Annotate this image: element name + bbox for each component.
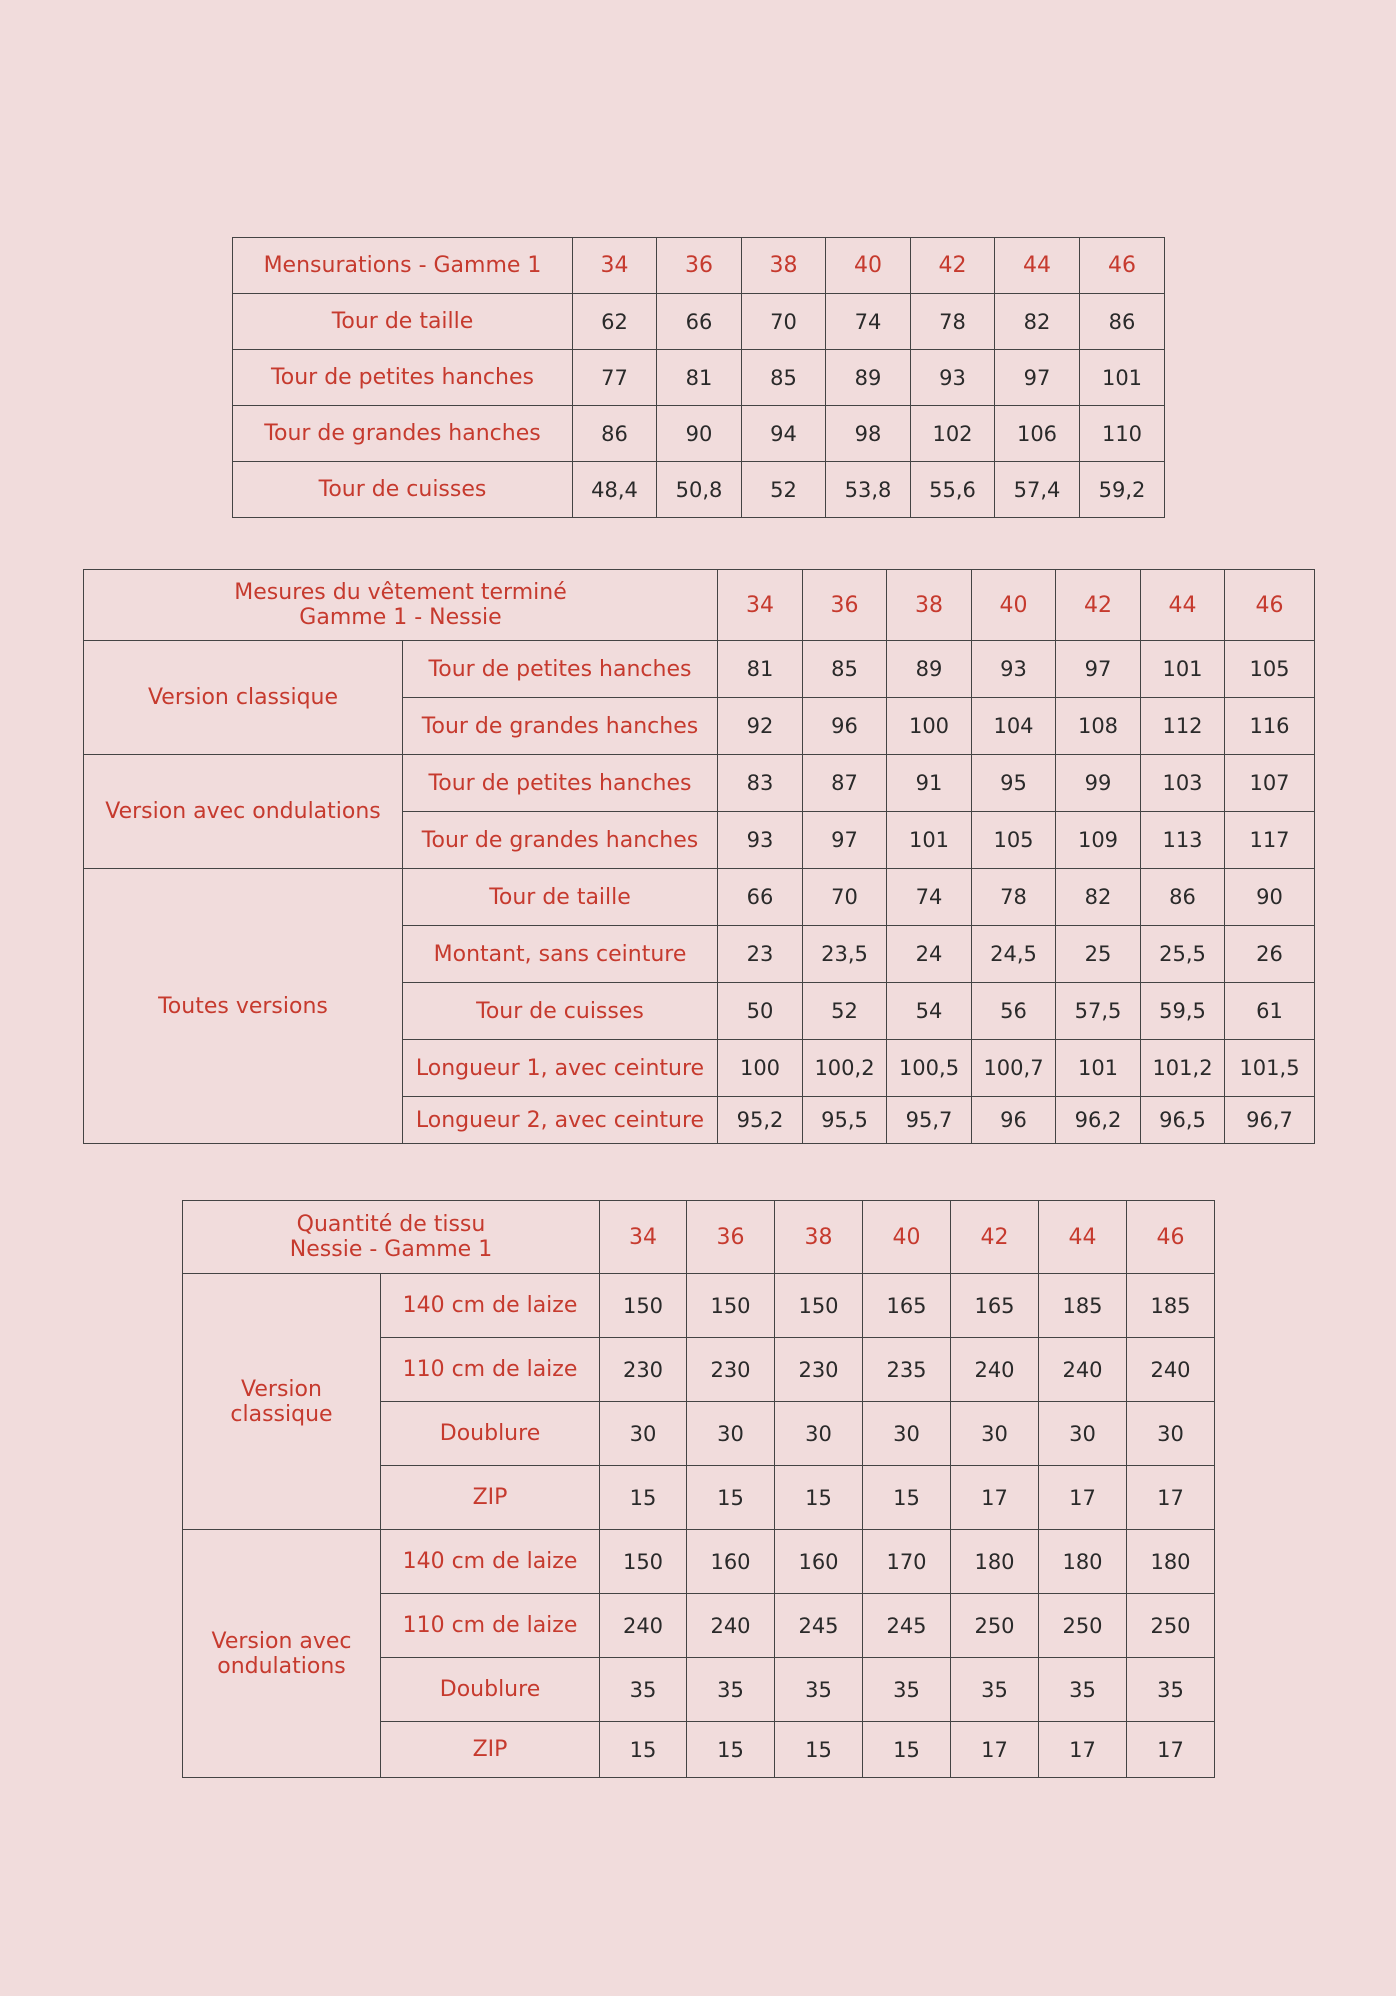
cell-value: 35 [1127,1658,1215,1722]
cell-value: 15 [775,1722,863,1778]
cell-value: 78 [911,294,995,350]
size-header: 36 [687,1201,775,1274]
cell-value: 85 [803,641,887,698]
row-label: Tour de cuisses [403,983,718,1040]
table-title [183,1201,600,1274]
cell-value: 90 [657,406,742,462]
size-header: 34 [573,238,657,294]
cell-value: 17 [951,1722,1039,1778]
cell-value: 100 [887,698,972,755]
cell-value: 52 [742,462,826,518]
cell-value: 54 [887,983,972,1040]
cell-value: 99 [1056,755,1141,812]
cell-value: 57,5 [1056,983,1141,1040]
cell-value: 100,7 [972,1040,1056,1097]
cell-value: 185 [1039,1274,1127,1338]
cell-value: 105 [972,812,1056,869]
cell-value: 85 [742,350,826,406]
group-label: Version classique [84,641,403,755]
cell-value: 74 [826,294,911,350]
size-header: 40 [826,238,911,294]
cell-value: 107 [1225,755,1315,812]
size-header: 40 [972,570,1056,641]
row-label: ZIP [381,1722,600,1778]
cell-value: 17 [1039,1722,1127,1778]
table-row [233,294,1165,350]
size-header: 38 [742,238,826,294]
cell-value: 92 [718,698,803,755]
cell-value: 112 [1141,698,1225,755]
size-header: 34 [600,1201,687,1274]
cell-value: 100 [718,1040,803,1097]
measurements-table [232,237,1165,518]
cell-value: 101 [1080,350,1165,406]
cell-value: 66 [718,869,803,926]
cell-value: 15 [863,1722,951,1778]
cell-value: 235 [863,1338,951,1402]
cell-value: 35 [863,1658,951,1722]
cell-value: 104 [972,698,1056,755]
cell-value: 150 [775,1274,863,1338]
cell-value: 17 [951,1466,1039,1530]
cell-value: 50 [718,983,803,1040]
size-header: 38 [775,1201,863,1274]
cell-value: 82 [995,294,1080,350]
cell-value: 62 [573,294,657,350]
cell-value: 59,5 [1141,983,1225,1040]
cell-value: 93 [972,641,1056,698]
cell-value: 48,4 [573,462,657,518]
group-label: Toutes versions [84,869,403,1144]
cell-value: 116 [1225,698,1315,755]
cell-value: 96,7 [1225,1097,1315,1144]
cell-value: 230 [600,1338,687,1402]
cell-value: 74 [887,869,972,926]
cell-value: 250 [1127,1594,1215,1658]
cell-value: 25 [1056,926,1141,983]
title-line-1: Quantité de tissu [296,1212,486,1237]
cell-value: 96 [803,698,887,755]
cell-value: 86 [1080,294,1165,350]
table-title: Mensurations - Gamme 1 [233,238,573,294]
table-row [183,1274,1215,1338]
table-header-row [233,238,1165,294]
cell-value: 103 [1141,755,1225,812]
row-label: Tour de petites hanches [403,755,718,812]
cell-value: 240 [1039,1338,1127,1402]
cell-value: 95,2 [718,1097,803,1144]
cell-value: 15 [775,1466,863,1530]
cell-value: 15 [687,1722,775,1778]
cell-value: 180 [951,1530,1039,1594]
cell-value: 160 [775,1530,863,1594]
cell-value: 30 [951,1402,1039,1466]
cell-value: 93 [911,350,995,406]
cell-value: 160 [687,1530,775,1594]
row-label: Tour de petites hanches [233,350,573,406]
cell-value: 165 [863,1274,951,1338]
cell-value: 101 [1141,641,1225,698]
cell-value: 101,2 [1141,1040,1225,1097]
size-header: 46 [1225,570,1315,641]
title-line-1: Mesures du vêtement terminé [234,580,567,605]
cell-value: 35 [951,1658,1039,1722]
cell-value: 230 [687,1338,775,1402]
cell-value: 93 [718,812,803,869]
cell-value: 66 [657,294,742,350]
row-label: Tour de taille [233,294,573,350]
cell-value: 86 [1141,869,1225,926]
group-label: Version avec ondulations [84,755,403,869]
cell-value: 96,5 [1141,1097,1225,1144]
size-header: 36 [657,238,742,294]
cell-value: 109 [1056,812,1141,869]
cell-value: 150 [600,1530,687,1594]
cell-value: 83 [718,755,803,812]
cell-value: 230 [775,1338,863,1402]
cell-value: 101 [1056,1040,1141,1097]
cell-value: 117 [1225,812,1315,869]
cell-value: 110 [1080,406,1165,462]
cell-value: 165 [951,1274,1039,1338]
cell-value: 55,6 [911,462,995,518]
cell-value: 95 [972,755,1056,812]
cell-value: 91 [887,755,972,812]
size-header: 44 [1141,570,1225,641]
cell-value: 97 [1056,641,1141,698]
group-label [183,1530,381,1778]
cell-value: 30 [1127,1402,1215,1466]
cell-value: 30 [600,1402,687,1466]
table-row [84,869,1315,926]
cell-value: 87 [803,755,887,812]
cell-value: 30 [863,1402,951,1466]
cell-value: 17 [1127,1466,1215,1530]
cell-value: 17 [1127,1722,1215,1778]
cell-value: 102 [911,406,995,462]
row-label: 110 cm de laize [381,1338,600,1402]
cell-value: 245 [775,1594,863,1658]
cell-value: 81 [718,641,803,698]
cell-value: 150 [687,1274,775,1338]
row-label: Longueur 2, avec ceinture [403,1097,718,1144]
table-header-row [84,570,1315,641]
cell-value: 77 [573,350,657,406]
cell-value: 15 [863,1466,951,1530]
fabric-quantity-table [182,1200,1215,1778]
title-line-2: Gamme 1 - Nessie [299,605,502,630]
cell-value: 95,7 [887,1097,972,1144]
cell-value: 35 [687,1658,775,1722]
cell-value: 23,5 [803,926,887,983]
cell-value: 56 [972,983,1056,1040]
cell-value: 35 [775,1658,863,1722]
cell-value: 95,5 [803,1097,887,1144]
size-header: 44 [1039,1201,1127,1274]
cell-value: 108 [1056,698,1141,755]
table-row [84,755,1315,812]
row-label: Tour de grandes hanches [403,698,718,755]
group-label-line-2: ondulations [217,1653,346,1679]
cell-value: 70 [803,869,887,926]
cell-value: 81 [657,350,742,406]
cell-value: 180 [1127,1530,1215,1594]
cell-value: 30 [1039,1402,1127,1466]
size-header: 44 [995,238,1080,294]
table-row [233,462,1165,518]
cell-value: 100,2 [803,1040,887,1097]
size-header: 46 [1127,1201,1215,1274]
cell-value: 89 [887,641,972,698]
size-header: 42 [911,238,995,294]
cell-value: 89 [826,350,911,406]
cell-value: 57,4 [995,462,1080,518]
row-label: Tour de cuisses [233,462,573,518]
table-row [233,350,1165,406]
cell-value: 52 [803,983,887,1040]
cell-value: 106 [995,406,1080,462]
row-label: 140 cm de laize [381,1530,600,1594]
cell-value: 100,5 [887,1040,972,1097]
row-label: 140 cm de laize [381,1274,600,1338]
size-header: 36 [803,570,887,641]
cell-value: 97 [803,812,887,869]
cell-value: 50,8 [657,462,742,518]
cell-value: 101,5 [1225,1040,1315,1097]
cell-value: 240 [1127,1338,1215,1402]
cell-value: 245 [863,1594,951,1658]
cell-value: 17 [1039,1466,1127,1530]
group-label-line-1: Version [241,1376,322,1402]
table-header-row [183,1201,1215,1274]
cell-value: 250 [951,1594,1039,1658]
cell-value: 90 [1225,869,1315,926]
row-label: Montant, sans ceinture [403,926,718,983]
group-label [183,1274,381,1530]
cell-value: 53,8 [826,462,911,518]
row-label: ZIP [381,1466,600,1530]
cell-value: 78 [972,869,1056,926]
cell-value: 35 [1039,1658,1127,1722]
cell-value: 105 [1225,641,1315,698]
cell-value: 185 [1127,1274,1215,1338]
cell-value: 30 [687,1402,775,1466]
finished-garment-table [83,569,1315,1144]
cell-value: 94 [742,406,826,462]
row-label: Longueur 1, avec ceinture [403,1040,718,1097]
row-label: Doublure [381,1402,600,1466]
cell-value: 15 [600,1466,687,1530]
cell-value: 86 [573,406,657,462]
cell-value: 113 [1141,812,1225,869]
size-header: 42 [951,1201,1039,1274]
cell-value: 250 [1039,1594,1127,1658]
size-header: 34 [718,570,803,641]
cell-value: 240 [687,1594,775,1658]
title-line-2: Nessie - Gamme 1 [289,1237,493,1262]
table-row [84,641,1315,698]
cell-value: 98 [826,406,911,462]
cell-value: 240 [951,1338,1039,1402]
row-label: Doublure [381,1658,600,1722]
row-label: Tour de taille [403,869,718,926]
cell-value: 180 [1039,1530,1127,1594]
cell-value: 61 [1225,983,1315,1040]
cell-value: 150 [600,1274,687,1338]
cell-value: 24 [887,926,972,983]
table-row [183,1530,1215,1594]
size-header: 40 [863,1201,951,1274]
cell-value: 101 [887,812,972,869]
cell-value: 24,5 [972,926,1056,983]
table-title [84,570,718,641]
size-header: 38 [887,570,972,641]
group-label-line-1: Version avec [211,1628,352,1654]
group-label-line-2: classique [230,1401,333,1427]
cell-value: 70 [742,294,826,350]
cell-value: 30 [775,1402,863,1466]
row-label: Tour de petites hanches [403,641,718,698]
row-label: Tour de grandes hanches [233,406,573,462]
cell-value: 59,2 [1080,462,1165,518]
size-header: 42 [1056,570,1141,641]
size-header: 46 [1080,238,1165,294]
cell-value: 97 [995,350,1080,406]
row-label: Tour de grandes hanches [403,812,718,869]
cell-value: 96 [972,1097,1056,1144]
cell-value: 23 [718,926,803,983]
cell-value: 35 [600,1658,687,1722]
cell-value: 26 [1225,926,1315,983]
row-label: 110 cm de laize [381,1594,600,1658]
cell-value: 240 [600,1594,687,1658]
cell-value: 96,2 [1056,1097,1141,1144]
cell-value: 25,5 [1141,926,1225,983]
cell-value: 82 [1056,869,1141,926]
cell-value: 15 [687,1466,775,1530]
table-row [233,406,1165,462]
cell-value: 170 [863,1530,951,1594]
cell-value: 15 [600,1722,687,1778]
